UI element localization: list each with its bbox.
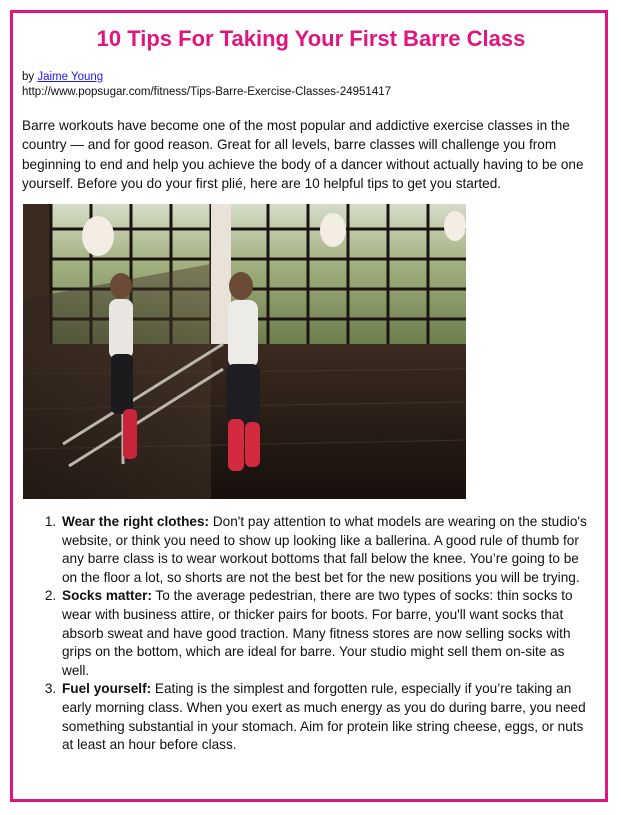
photo-illustration bbox=[23, 204, 466, 499]
page-title: 10 Tips For Taking Your First Barre Class bbox=[96, 26, 526, 51]
tip-heading: Fuel yourself: bbox=[62, 681, 152, 697]
tip-heading: Wear the right clothes: bbox=[62, 514, 210, 529]
tip-heading: Socks matter: bbox=[62, 588, 152, 604]
tip-body: Don't pay attention to what models are wearing on the studio's website, or think you need to show up looking like a ballerina. A good rule of thumb for any barre class is to wear workout bottoms that fall below the knee. You’re going to be on the floor a lot, so shorts are not the best bet for the new positions you will be trying. bbox=[62, 514, 587, 585]
tip-item bbox=[60, 587, 594, 680]
byline bbox=[22, 70, 391, 100]
author-link[interactable]: Jaime Young bbox=[37, 71, 104, 83]
tip-item bbox=[60, 513, 594, 587]
barre-class-photo bbox=[23, 204, 466, 499]
tip-body: To the average pedestrian, there are two types of socks: thin socks to wear with business attire, or thicker pairs for boots. For barre, you'll want socks that absorb sweat and have good traction. Many fitness stores are now selling socks with grips on the bottom, which are ideal for barre. Your studio might sell them on-site as well. bbox=[62, 588, 573, 678]
tip-body: Eating is the simplest and forgotten rule, especially if you’re taking an early morning class. When you exert as much energy as you do during barre, you need something substantial in your stomach. Aim for protein like string cheese, eggs, or nuts at least an hour before class. bbox=[62, 681, 586, 753]
byline-prefix: by bbox=[22, 71, 38, 83]
tips-list bbox=[22, 513, 594, 755]
source-url: http://www.popsugar.com/fitness/Tips-Barre-Exercise-Classes-24951417 bbox=[22, 86, 392, 98]
intro-paragraph: Barre workouts have become one of the most popular and addictive exercise classes in the country — and for good reason. Great for all levels, barre classes will challenge you from beginning to end and help you achieve the body of a dancer without actually having to be one yourself. Before you do your first plié, here are 10 helpful tips to get you started. bbox=[22, 118, 584, 191]
tip-item bbox=[60, 680, 594, 754]
